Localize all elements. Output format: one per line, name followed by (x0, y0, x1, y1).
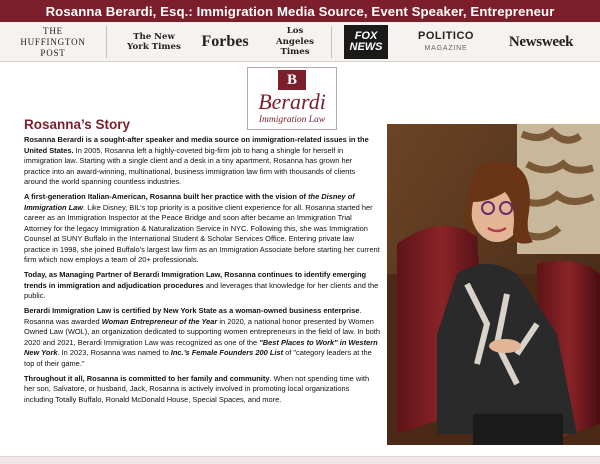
story-lead-bold: Rosanna Berardi is a sought-after speaker and media source on immigration-related issues in the United States. (24, 135, 369, 155)
story-text: and leverages that knowledge for her clients and the public. (24, 280, 379, 300)
story-emphasis: the Disney of Immigration Law (24, 192, 355, 212)
politico-magazine-logo (416, 27, 476, 57)
footer-strip (0, 456, 600, 464)
story-lead-bold: A first-generation Italian-American, Rosanna built her practice with the vision of (24, 192, 309, 201)
fox-news-logo: FOX NEWS (344, 25, 388, 59)
story-heading: Rosanna’s Story (24, 117, 131, 132)
story-text: . In 2023, Rosanna was named to (57, 348, 171, 357)
story-text: . Rosanna was awarded (24, 306, 362, 326)
la-times-logo: Los Angeles Times (276, 26, 314, 58)
story-paragraph (24, 192, 380, 266)
portrait-photo (387, 124, 600, 445)
top-banner (0, 0, 600, 22)
berardi-logo[interactable] (247, 67, 337, 130)
story-lead-bold: Berardi Immigration Law is certified by New York State as a woman-owned business enterprise (24, 306, 360, 315)
new-york-times-logo: The New York Times (127, 31, 181, 52)
story-text: . Like Disney, BIL’s top priority is a positive client experience for all. Rosanna started her career as an Immigration Inspector at the Peace Bridge and soon after became an Immigration Trial Attorney for the legacy Immigration & Naturalization Service in NYC. Following this, she was Immigration Counsel at SUNY Buffalo in the International Student & Scholar Services Office. Entering private law practice in 1998, she joined Buffalo’s largest law firm as an Immigration Associate before starting her current firm which now employs a team of 20+ professionals. (24, 202, 380, 264)
story-paragraph (24, 374, 380, 406)
story-paragraph (24, 270, 380, 302)
politico-logo-sub: MAGAZINE (424, 44, 468, 52)
story-paragraph (24, 306, 380, 369)
newsweek-logo: Newsweek (508, 33, 574, 50)
politico-logo-main: POLITICO (418, 29, 474, 42)
story-body (24, 135, 380, 410)
story-text: In 2005, Rosanna left a highly-coveted big-firm job to hang a shingle for herself in immigration law. Starting with a single client and a desk in a tiny apartment, Rosanna has grown her practice into an award-winning, multinational, business immigration law firm with thousands of clients around the world spanning countless industries. (24, 145, 356, 186)
story-lead-bold: Today, as Managing Partner of Berardi Immigration Law, Rosanna continues to identify emerging trends in immigration and adjudication procedures (24, 270, 367, 290)
forbes-logo: Forbes (201, 33, 249, 50)
story-text: in 2020, a national honor presented by Women Owned Law (WOL), an organization dedicated to supporting women entrepreneurs in the field of law. In both 2020 and 2021, Berardi Immigration Law was recognized as one of the (24, 316, 380, 347)
story-text: . When not spending time with her son, Salvatore, or husband, Jack, Rosanna is actively involved in promoting local organizations including Totally Buffalo, Ronald McDonald House, Special Spaces, and more. (24, 373, 370, 404)
story-text: of "category leaders at the top of their game." (24, 348, 372, 368)
berardi-monogram-icon: B (278, 70, 306, 90)
story-lead-bold: Throughout it all, Rosanna is committed to her family and community (24, 373, 270, 383)
award-title: "Best Places to Work" in Western New York (24, 337, 378, 357)
divider (331, 26, 332, 58)
award-title: Inc.’s Female Founders 200 List (170, 348, 284, 357)
portrait-illustration (387, 124, 600, 445)
brand-name: Berardi (258, 89, 326, 114)
story-paragraph (24, 135, 380, 188)
site-title: Rosanna Berardi, Esq.: Immigration Media Source, Event Speaker, Entrepreneur (45, 3, 555, 19)
award-title: Woman Entrepreneur of the Year (101, 316, 218, 326)
brand-subtitle: Immigration Law (258, 115, 326, 125)
huffington-post-logo: THE HUFFINGTON POST (20, 25, 86, 58)
divider (106, 26, 107, 58)
press-logo-strip (0, 22, 600, 62)
